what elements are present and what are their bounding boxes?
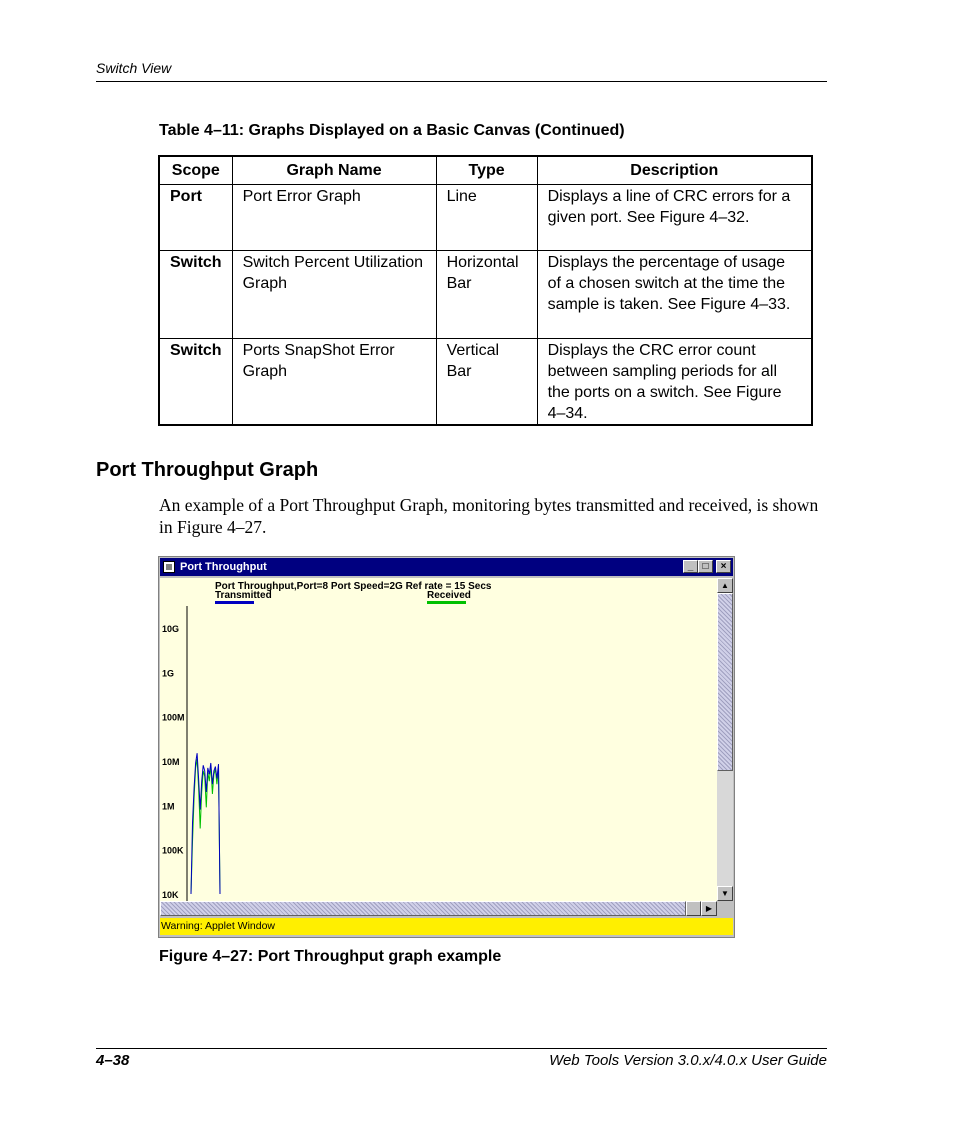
legend-swatch	[427, 601, 466, 604]
cell-description: Displays a line of CRC errors for a given port. See Figure 4–32.	[537, 185, 812, 251]
vertical-scroll-thumb[interactable]	[717, 593, 733, 771]
section-title: Port Throughput Graph	[96, 459, 319, 481]
java-cup-icon	[163, 561, 175, 573]
y-tick-label: 1M	[162, 801, 175, 812]
minimize-icon: _	[687, 561, 694, 572]
scroll-up-arrow-icon: ▲	[721, 581, 729, 590]
maximize-button[interactable]	[698, 560, 713, 573]
table-row	[159, 251, 812, 339]
cell-graph-name: Port Error Graph	[232, 185, 436, 251]
throughput-plot-area	[160, 578, 717, 901]
throughput-chart	[160, 578, 717, 901]
applet-window	[158, 556, 735, 938]
cell-graph-name: Switch Percent Utilization Graph	[232, 251, 436, 339]
footer-book-title: Web Tools Version 3.0.x/4.0.x User Guide	[549, 1052, 827, 1069]
cell-scope: Switch	[159, 339, 232, 426]
y-tick-label: 10K	[162, 890, 179, 900]
scroll-right-button[interactable]	[701, 901, 717, 916]
table-row	[159, 339, 812, 426]
header-rule	[96, 81, 827, 82]
horizontal-scroll-thumb[interactable]	[160, 901, 686, 916]
close-icon: ×	[720, 561, 727, 572]
cell-graph-name: Ports SnapShot Error Graph	[232, 339, 436, 426]
cell-description: Displays the CRC error count between sampling periods for all the ports on a switch. See Figure 4–34.	[537, 339, 812, 426]
running-header: Switch View	[96, 60, 172, 76]
scroll-down-arrow-icon: ▼	[721, 889, 729, 898]
column-header-scope: Scope	[159, 156, 232, 185]
legend-label: Received	[427, 590, 471, 601]
legend-swatch	[215, 601, 254, 604]
scroll-left-area[interactable]	[686, 901, 701, 916]
horizontal-scrollbar[interactable]	[160, 901, 717, 916]
scroll-down-button[interactable]	[717, 886, 733, 901]
y-tick-label: 100K	[162, 845, 184, 856]
table-caption: Table 4–11: Graphs Displayed on a Basic Canvas (Continued)	[159, 122, 625, 139]
y-tick-label: 100M	[162, 712, 185, 723]
table-header-row	[159, 156, 812, 185]
y-tick-label: 1G	[162, 668, 175, 679]
vertical-scrollbar[interactable]	[717, 578, 733, 901]
cell-type: Horizontal Bar	[436, 251, 537, 339]
y-tick-label: 10M	[162, 757, 180, 767]
column-header-description: Description	[537, 156, 812, 185]
scrollbar-corner	[717, 901, 733, 916]
graphs-table	[158, 155, 813, 426]
scroll-right-arrow-icon: ▶	[705, 904, 713, 913]
column-header-type: Type	[436, 156, 537, 185]
cell-type: Vertical Bar	[436, 339, 537, 426]
y-tick-label: 10G	[162, 624, 180, 634]
page-number: 4–38	[96, 1052, 130, 1069]
footer-rule	[96, 1048, 827, 1049]
cell-scope: Switch	[159, 251, 232, 339]
window-title-bar[interactable]	[160, 558, 733, 576]
legend-label: Transmitted	[215, 590, 272, 601]
maximize-icon: □	[702, 561, 709, 572]
column-header-graph-name: Graph Name	[232, 156, 436, 185]
body-paragraph: An example of a Port Throughput Graph, monitoring bytes transmitted and received, is shown in Figure 4–27.	[159, 495, 819, 537]
table-row	[159, 185, 812, 251]
chart-title: Port Throughput,Port=8 Port Speed=2G Ref rate = 15 Secs	[215, 581, 492, 592]
window-title: Port Throughput	[180, 561, 267, 573]
minimize-button[interactable]	[683, 560, 698, 573]
figure-caption: Figure 4–27: Port Throughput graph example	[159, 948, 502, 965]
cell-scope: Port	[159, 185, 232, 251]
scroll-up-button[interactable]	[717, 578, 733, 593]
close-button[interactable]	[716, 560, 731, 573]
applet-warning-bar: Warning: Applet Window	[160, 918, 733, 935]
cell-type: Line	[436, 185, 537, 251]
cell-description: Displays the percentage of usage of a chosen switch at the time the sample is taken. See Figure 4–33.	[537, 251, 812, 339]
